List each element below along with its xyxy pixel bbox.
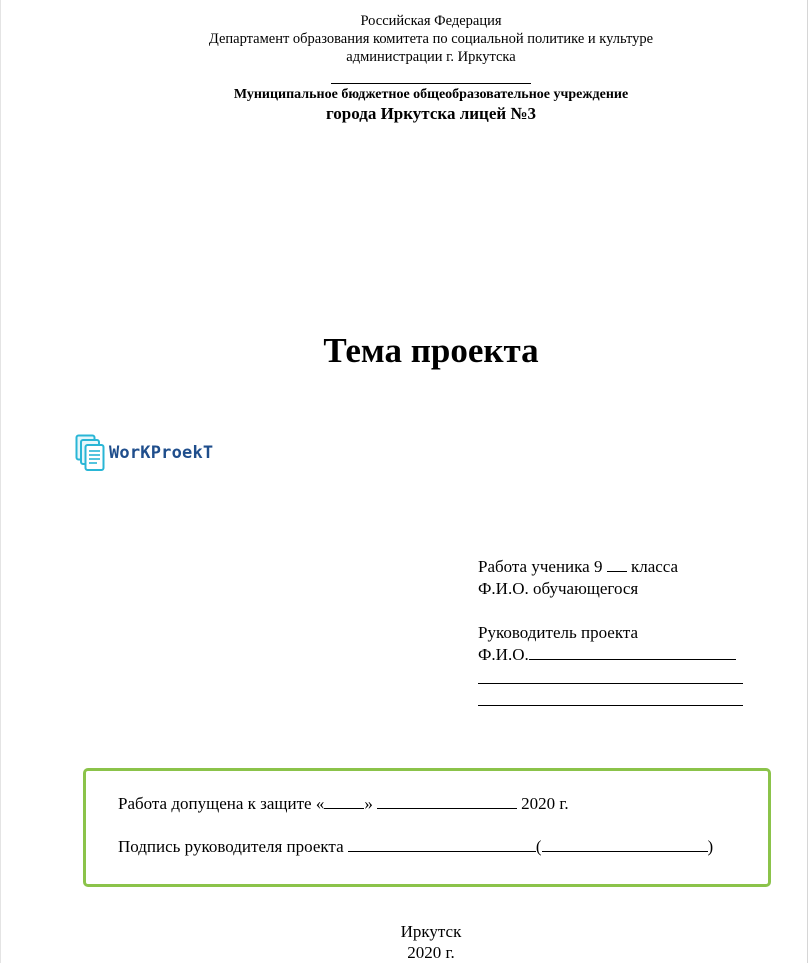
supervisor-name-label: Ф.И.О. [478, 645, 529, 664]
signature-line [118, 836, 713, 858]
student-class-line [478, 556, 678, 578]
admission-year: 2020 г. [516, 794, 569, 813]
school-name: города Иркутска лицей №3 [325, 104, 537, 123]
approval-box [83, 768, 771, 887]
name-blank [542, 836, 708, 852]
supervisor-name-blank [529, 644, 736, 660]
paren-close: ) [707, 837, 714, 856]
admission-mid: » [364, 794, 373, 813]
supervisor-label: Руководитель проекта [478, 623, 639, 642]
supervisor-name-line [478, 644, 736, 666]
logo [75, 434, 213, 472]
logo-text: WorKProekT [109, 443, 214, 463]
admission-prefix: Работа допущена к защите « [118, 794, 325, 813]
class-suffix: класса [626, 557, 679, 576]
department-line: Департамент образования комитета по социальной политике и культуре [208, 31, 654, 47]
paren-open: ( [535, 837, 542, 856]
project-title: Тема проекта [323, 331, 539, 370]
supervisor-blank-line-1 [478, 683, 743, 684]
institution-line: Муниципальное бюджетное общеобразовательное учреждение [233, 87, 629, 102]
admission-line [118, 793, 569, 815]
signature-label: Подпись руководителя проекта [118, 837, 348, 856]
month-blank [377, 793, 517, 809]
student-name-label: Ф.И.О. обучающегося [478, 579, 639, 598]
document-stack-icon [75, 434, 105, 472]
day-blank [324, 793, 364, 809]
signature-blank [348, 836, 536, 852]
administration-line: администрации г. Иркутска [346, 49, 516, 65]
country-line: Российская Федерация [360, 13, 502, 29]
footer-year: 2020 г. [407, 943, 455, 962]
supervisor-blank-line-2 [478, 705, 743, 706]
footer-city: Иркутск [400, 922, 462, 941]
class-prefix: Работа ученика 9 [478, 557, 607, 576]
class-blank [607, 556, 627, 572]
header-divider [331, 83, 531, 84]
